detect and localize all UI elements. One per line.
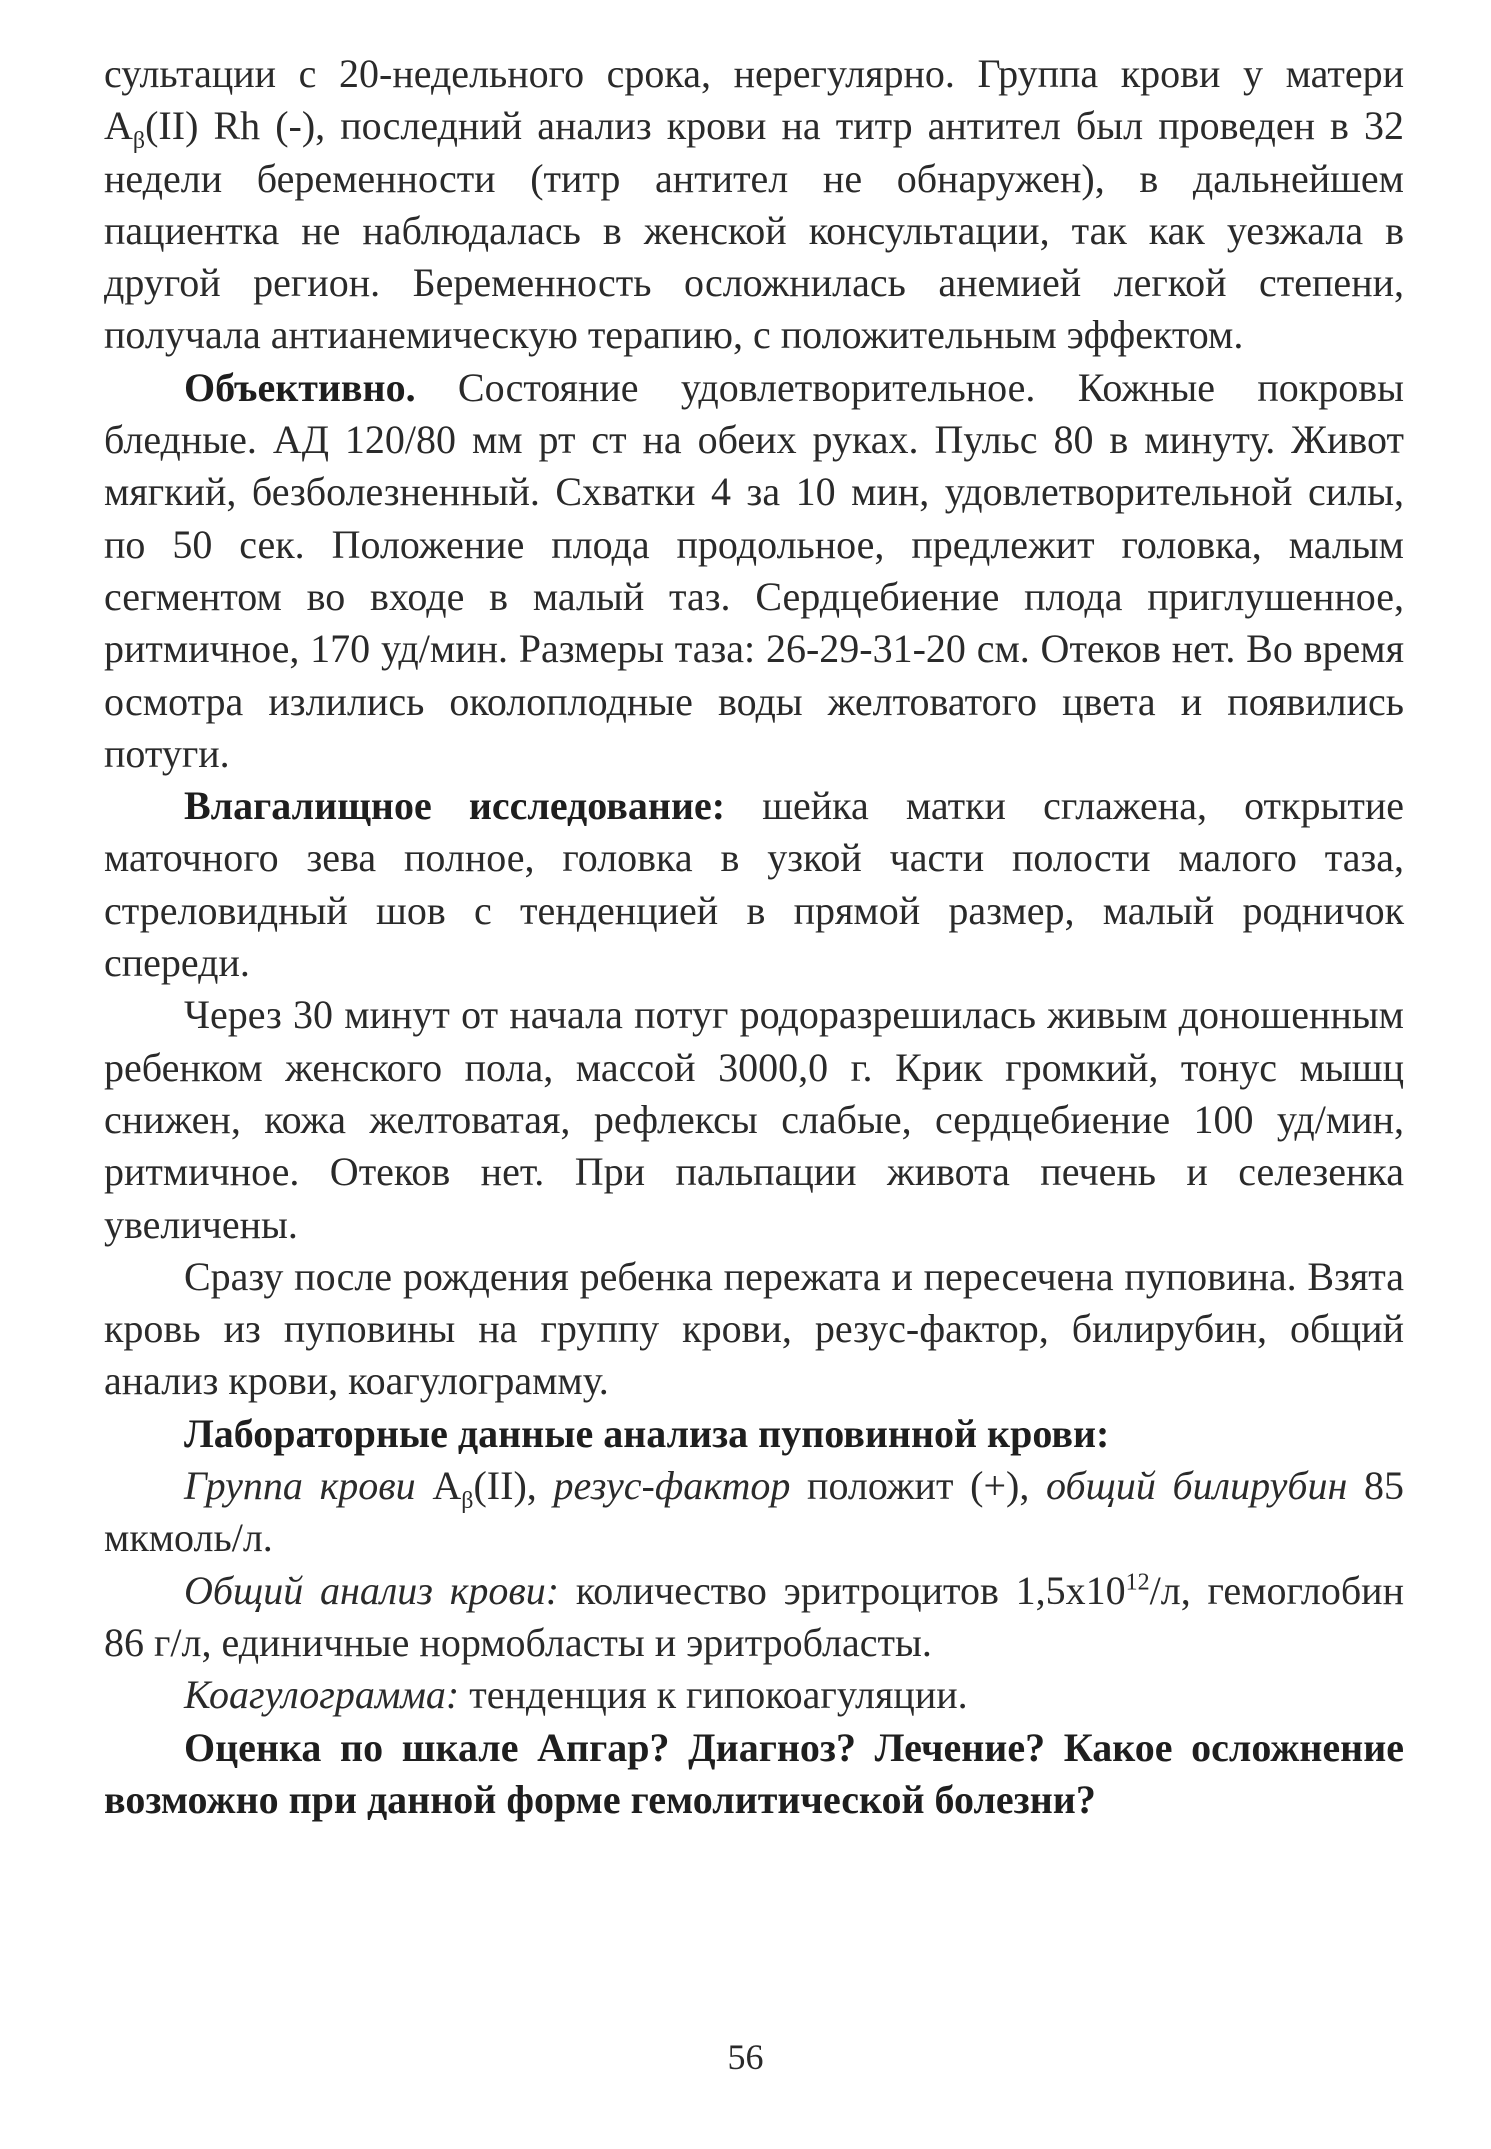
paragraph-cord-blood	[104, 1251, 1404, 1408]
blood-count-text-b: /л, гемоглобин 86 г/л, единичные нормобласты и эритробласты.	[104, 1567, 1404, 1665]
blood-count-text-a: количество эритроцитов 1,5х10	[559, 1567, 1126, 1613]
paragraph-lab-heading	[104, 1408, 1404, 1460]
paragraph-blood-group	[104, 1460, 1404, 1565]
lab-heading: Лабораторные данные анализа пуповинной крови:	[184, 1410, 1110, 1456]
paragraph-history	[104, 48, 1404, 362]
blood-group-label: Группа крови	[184, 1463, 416, 1509]
coagulogram-label: Коагулограмма:	[184, 1672, 460, 1718]
cord-blood-text: Сразу после рождения ребенка пережата и пересечена пуповина. Взята кровь из пуповины на группу крови, резус-фактор, билирубин, общий анализ крови, коагулограмму.	[104, 1253, 1404, 1404]
paragraph-questions	[104, 1722, 1404, 1827]
vaginal-exam-heading: Влагалищное исследование:	[184, 783, 726, 829]
paragraph-delivery	[104, 989, 1404, 1250]
paragraph-blood-count	[104, 1565, 1404, 1670]
beta-subscript-2: β	[461, 1488, 474, 1515]
history-text-a: сультации с 20-недельного срока, нерегулярно. Группа крови у матери А	[104, 51, 1404, 149]
delivery-text: Через 30 минут от начала потуг родоразрешилась живым доношенным ребенком женского пола, массой 3000,0 г. Крик громкий, тонус мышц снижен, кожа желтоватая, рефлексы слабые, сердцебиение 100 уд/мин, ритмичное. Отеков нет. При пальпации живота печень и селезенка увеличены.	[104, 992, 1404, 1247]
bilirubin-label: общий билирубин	[1046, 1463, 1348, 1509]
blood-count-label: Общий анализ крови:	[184, 1567, 560, 1613]
history-text-b: (II) Rh (-), последний анализ крови на титр антител был проведен в 32 недели беременности (титр антител не обнаружен), в дальнейшем пациентка не наблюдалась в женской консультации, так как уезжала в другой регион. Беременность осложнилась анемией легкой степени, получала антианемическую терапию, с положительным эффектом.	[104, 103, 1404, 358]
exponent-superscript: 12	[1125, 1569, 1150, 1596]
blood-group-value-a: А	[415, 1463, 462, 1509]
bilirubin-value: 85 мкмоль/л.	[104, 1463, 1405, 1561]
page-number: 56	[727, 2037, 764, 2077]
paragraph-objective	[104, 362, 1404, 780]
blood-group-value-b: (II),	[473, 1463, 554, 1509]
rh-factor-label: резус-фактор	[553, 1463, 791, 1509]
objective-heading: Объективно.	[184, 364, 416, 410]
beta-subscript: β	[132, 128, 146, 155]
questions-text: Оценка по шкале Апгар? Диагноз? Лечение? Какое осложнение возможно при данной форме гемолитической болезни?	[104, 1724, 1404, 1822]
rh-factor-value: положит (+),	[790, 1463, 1047, 1509]
paragraph-coagulogram	[104, 1669, 1404, 1721]
document-body	[104, 48, 1404, 1826]
paragraph-vaginal-exam	[104, 780, 1404, 989]
vaginal-exam-text: шейка матки сглажена, открытие маточного зева полное, головка в узкой части полости малого таза, стреловидный шов с тенденцией в прямой размер, малый родничок спереди.	[104, 783, 1404, 986]
objective-text: Состояние удовлетворительное. Кожные покровы бледные. АД 120/80 мм рт ст на обеих руках. Пульс 80 в минуту. Живот мягкий, безболезненный. Схватки 4 за 10 мин, удовлетворительной силы, по 50 сек. Положение плода продольное, предлежит головка, малым сегментом во входе в малый таз. Сердцебиение плода приглушенное, ритмичное, 170 уд/мин. Размеры таза: 26-29-31-20 см. Отеков нет. Во время осмотра излились околоплодные воды желтоватого цвета и появились потуги.	[104, 364, 1404, 776]
coagulogram-text: тенденция к гипокоагуляции.	[459, 1672, 968, 1718]
